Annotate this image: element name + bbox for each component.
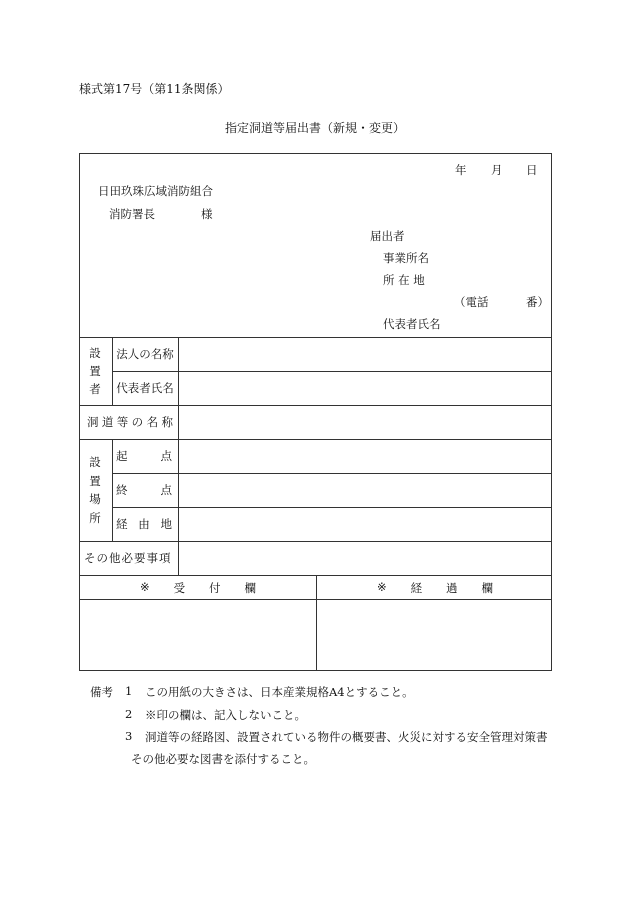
form-title: 指定洞道等届出書（新規・変更） [224,121,405,135]
installer-group-char: 置 [89,364,101,378]
label-char: 等 [116,415,129,429]
label-char: 欄 [244,581,256,595]
label-char: 点 [160,483,172,497]
corp-name-label: 法人の名称 [116,347,174,361]
location-group-char: 置 [89,473,101,488]
label-char: 洞 [87,415,99,429]
date-day: 日 [526,163,538,177]
phone-open: （電話 [454,295,489,309]
note-text: ※印の欄は、記入しないこと。 [145,708,306,722]
label-char: 地 [160,517,172,531]
location-group-label [85,454,105,526]
note-number: 2 [125,707,133,721]
notification-form [79,153,552,671]
label-char: 名 [146,415,159,429]
col-divider [178,405,179,439]
label-char: 欄 [481,581,493,595]
via-point-label [116,516,172,532]
date-month: 月 [491,163,503,177]
location-group-char: 場 [89,492,101,507]
col-divider [112,439,113,541]
start-point-label [116,448,172,464]
label-char: ※ [377,580,387,594]
location-group-char: 設 [89,455,101,469]
label-char: 点 [160,449,172,463]
other-matters-label: その他必要事項 [84,551,172,565]
label-char: 道 [101,415,114,429]
rep-name-label: 代表者氏名 [116,381,174,395]
note-number: 3 [125,729,133,743]
label-char: 由 [138,517,150,531]
col-divider [112,337,113,405]
col-divider [316,575,317,671]
notifier-label: 届出者 [370,229,405,243]
tunnel-name-label [87,414,173,430]
label-char: 経 [410,581,423,595]
label-char: 終 [116,483,128,497]
row-divider [80,405,551,406]
end-point-label [116,482,172,498]
phone-close: 番） [526,295,549,309]
note-continuation: その他必要な図書を添付すること。 [131,752,315,766]
address-label: 所 在 地 [383,273,425,287]
label-char: 起 [116,449,128,463]
date-year: 年 [455,163,467,177]
note-text: この用紙の大きさは、日本産業規格A4とすること。 [145,685,414,699]
note-number: 1 [125,684,133,698]
label-char: 付 [209,581,221,595]
col-divider [178,439,179,541]
installer-group-label [85,345,105,397]
location-group-char: 所 [89,510,101,525]
row-divider [80,439,551,440]
label-char: 過 [446,581,458,595]
form-number: 様式第17号（第11条関係） [79,82,230,96]
addressee-title: 消防署長 [109,207,155,221]
col-divider [178,337,179,405]
label-char: の [131,415,144,429]
honorific: 様 [201,207,213,221]
addressee-org: 日田玖珠広域消防組合 [98,184,213,198]
representative-label: 代表者氏名 [383,317,441,331]
installer-group-char: 者 [89,382,101,396]
row-divider [80,541,551,542]
label-char: 称 [161,415,173,429]
row-divider [80,337,551,338]
progress-label [377,580,493,596]
label-char: 経 [116,517,128,531]
office-name-label: 事業所名 [383,251,429,265]
reception-label [140,580,256,596]
label-char: ※ [140,580,150,594]
label-char: 受 [173,581,186,595]
installer-group-char: 設 [89,346,101,360]
notes-heading: 備考 [90,685,113,699]
note-text: 洞道等の経路図、設置されている物件の概要書、火災に対する安全管理対策書 [145,730,548,744]
col-divider [178,541,179,575]
